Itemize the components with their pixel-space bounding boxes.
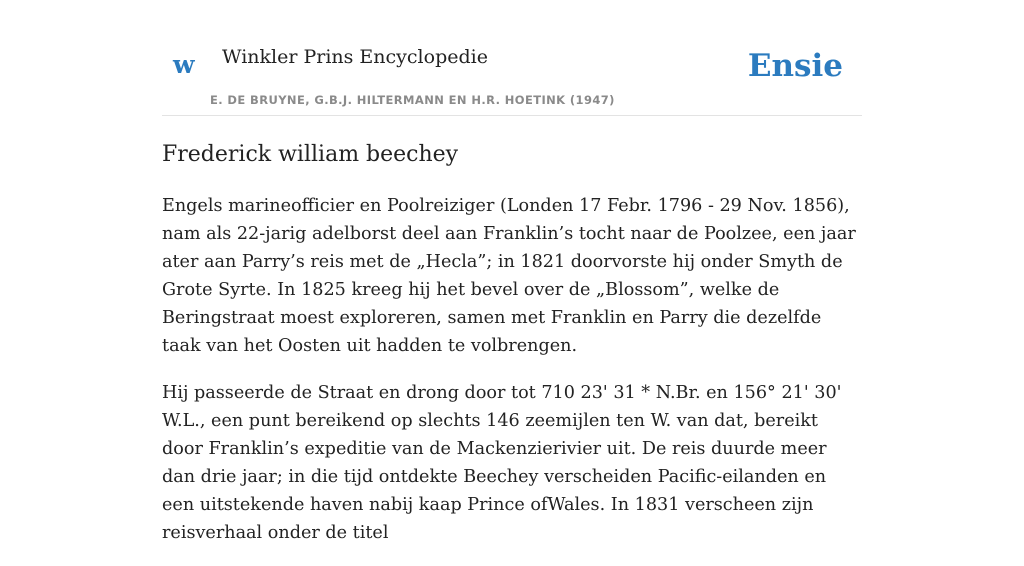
logo-icon[interactable]: w — [173, 50, 195, 79]
brand-link[interactable]: Ensie — [747, 48, 843, 84]
publication-title: Winkler Prins Encyclopedie — [222, 46, 488, 68]
publication-authors: E. DE BRUYNE, G.B.J. HILTERMANN EN H.R. HOETINK (1947) — [210, 93, 615, 107]
article-paragraph: Hij passeerde de Straat en drong door tot 710 23' 31 * N.Br. en 156° 21' 30' W.L., een punt bereikend op slechts 146 zeemijlen ten W. van dat, bereikt door Franklin’s expeditie van de Mackenzierivier uit. De reis duurde meer dan drie jaar; in die tijd ontdekte Beechey verscheiden Pacific-eilanden en een uitstekende haven nabij kaap Prince ofWales. In 1831 verscheen zijn reisverhaal onder de titel — [162, 383, 842, 543]
article — [162, 140, 862, 566]
site-header — [162, 0, 862, 116]
article-title: Frederick william beechey — [162, 142, 459, 167]
article-paragraph: Engels marineofficier en Poolreiziger (Londen 17 Febr. 1796 - 29 Nov. 1856), nam als 22-jarig adelborst deel aan Franklin’s tocht naar de Poolzee, een jaar ater aan Parry’s reis met de „Hecla”; in 1821 doorvorste hij onder Smyth de Grote Syrte. In 1825 kreeg hij het bevel over de „Blossom”, welke de Beringstraat moest exploreren, samen met Franklin en Parry die dezelfde taak van het Oosten uit hadden te volbrengen. — [162, 196, 856, 356]
